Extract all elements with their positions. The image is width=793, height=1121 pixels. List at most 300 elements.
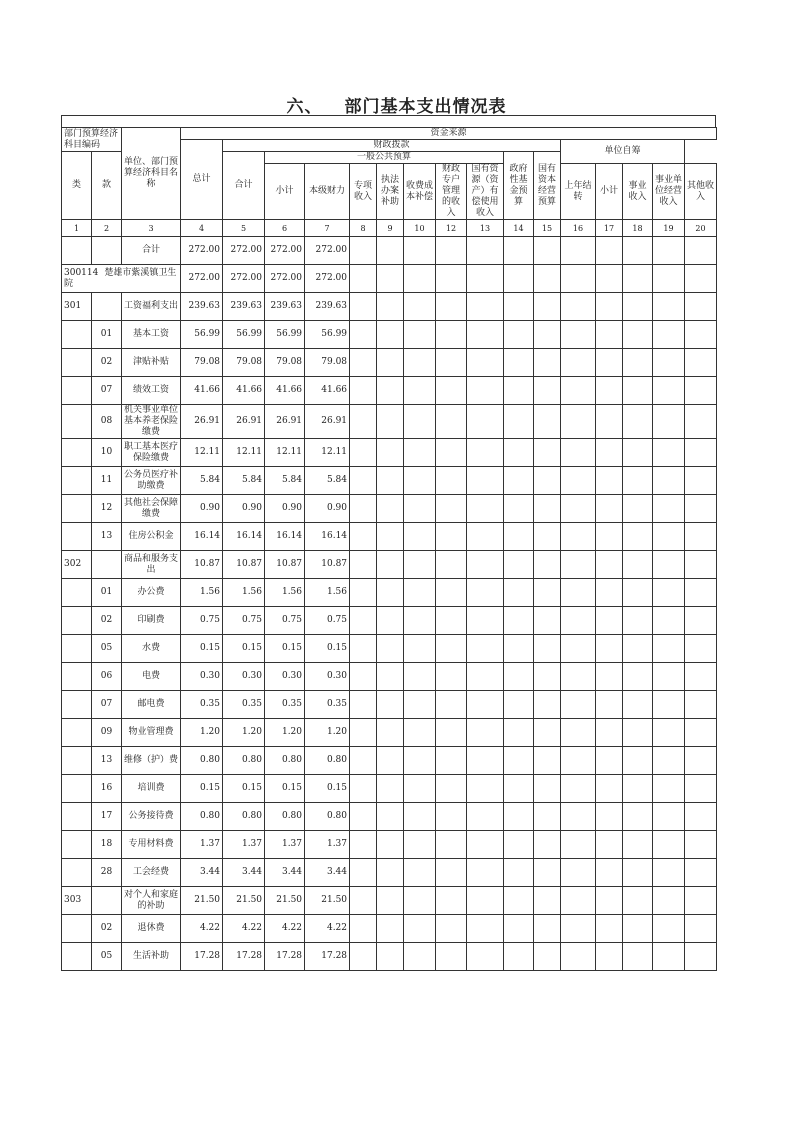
table-row: [62, 915, 717, 943]
column-index-cell: 3: [122, 220, 181, 237]
row-empty-cell: [404, 719, 436, 747]
row-empty-cell: [534, 775, 561, 803]
row-empty-cell: [350, 377, 377, 405]
row-empty-cell: [534, 859, 561, 887]
row-empty-cell: [596, 915, 623, 943]
row-empty-cell: [534, 915, 561, 943]
row-empty-cell: [404, 405, 436, 439]
row-empty-cell: [596, 579, 623, 607]
row-empty-cell: [350, 775, 377, 803]
title-text: 部门基本支出情况表: [344, 97, 507, 117]
row-empty-cell: [350, 831, 377, 859]
row-amount: 1.37: [265, 831, 305, 859]
row-amount: 272.00: [181, 265, 223, 293]
header-general-budget: 一般公共预算: [265, 152, 504, 164]
row-empty-cell: [623, 265, 653, 293]
row-empty-cell: [436, 607, 467, 635]
row-empty-cell: [623, 691, 653, 719]
row-empty-cell: [653, 349, 685, 377]
row-amount: 0.35: [305, 691, 350, 719]
row-amount: 0.90: [305, 495, 350, 523]
table-row: [62, 943, 717, 971]
row-empty-cell: [504, 579, 534, 607]
row-empty-cell: [350, 321, 377, 349]
row-empty-cell: [561, 915, 596, 943]
row-lei: [62, 579, 92, 607]
row-empty-cell: [377, 321, 404, 349]
row-empty-cell: [596, 691, 623, 719]
row-amount: 0.80: [181, 747, 223, 775]
row-empty-cell: [596, 775, 623, 803]
column-index-cell: 18: [623, 220, 653, 237]
row-amount: 10.87: [265, 551, 305, 579]
row-empty-cell: [467, 691, 504, 719]
row-lei: [62, 377, 92, 405]
row-empty-cell: [467, 775, 504, 803]
row-empty-cell: [350, 915, 377, 943]
row-empty-cell: [436, 495, 467, 523]
row-amount: 41.66: [223, 377, 265, 405]
row-empty-cell: [504, 915, 534, 943]
row-empty-cell: [350, 663, 377, 691]
table-row: [62, 349, 717, 377]
row-amount: 4.22: [305, 915, 350, 943]
row-empty-cell: [534, 321, 561, 349]
row-empty-cell: [504, 775, 534, 803]
row-name: 职工基本医疗保险缴费: [122, 439, 181, 467]
row-kuan: 28: [92, 859, 122, 887]
row-empty-cell: [653, 607, 685, 635]
row-empty-cell: [534, 467, 561, 495]
row-empty-cell: [436, 377, 467, 405]
header-zhengfu-jijin: 政府性基金预算: [504, 152, 534, 220]
row-empty-cell: [561, 293, 596, 321]
row-amount: 239.63: [223, 293, 265, 321]
row-amount: 0.30: [265, 663, 305, 691]
row-amount: 3.44: [305, 859, 350, 887]
column-index-cell: 20: [685, 220, 717, 237]
row-empty-cell: [561, 467, 596, 495]
row-amount: 26.91: [265, 405, 305, 439]
row-empty-cell: [534, 607, 561, 635]
row-empty-cell: [534, 635, 561, 663]
page-title: [0, 92, 793, 117]
row-empty-cell: [685, 495, 717, 523]
row-name: 水费: [122, 635, 181, 663]
row-empty-cell: [561, 579, 596, 607]
row-empty-cell: [653, 495, 685, 523]
column-index-cell: 15: [534, 220, 561, 237]
row-kuan: 09: [92, 719, 122, 747]
row-empty-cell: [653, 943, 685, 971]
header-self-xiaoji: 小计: [596, 164, 623, 220]
row-empty-cell: [377, 803, 404, 831]
row-empty-cell: [504, 377, 534, 405]
row-amount: 272.00: [265, 237, 305, 265]
row-empty-cell: [623, 293, 653, 321]
row-amount: 17.28: [305, 943, 350, 971]
row-empty-cell: [467, 915, 504, 943]
row-empty-cell: [653, 265, 685, 293]
column-index-cell: 17: [596, 220, 623, 237]
row-empty-cell: [467, 579, 504, 607]
row-empty-cell: [623, 349, 653, 377]
row-amount: 239.63: [265, 293, 305, 321]
row-unit-cell: [62, 265, 181, 293]
row-empty-cell: [534, 803, 561, 831]
column-index-cell: 1: [62, 220, 92, 237]
row-empty-cell: [436, 887, 467, 915]
row-empty-cell: [377, 467, 404, 495]
row-kuan: 07: [92, 691, 122, 719]
row-empty-cell: [350, 523, 377, 551]
header-heji: 合计: [223, 152, 265, 220]
row-empty-cell: [504, 635, 534, 663]
row-empty-cell: [653, 915, 685, 943]
row-empty-cell: [350, 607, 377, 635]
row-amount: 272.00: [223, 265, 265, 293]
row-amount: 0.80: [305, 803, 350, 831]
row-empty-cell: [685, 635, 717, 663]
row-empty-cell: [377, 775, 404, 803]
row-empty-cell: [596, 943, 623, 971]
row-empty-cell: [350, 719, 377, 747]
row-empty-cell: [377, 439, 404, 467]
row-amount: 79.08: [265, 349, 305, 377]
row-lei: [62, 691, 92, 719]
row-empty-cell: [534, 747, 561, 775]
row-amount: 10.87: [305, 551, 350, 579]
row-kuan: 02: [92, 349, 122, 377]
table-row: [62, 775, 717, 803]
row-name: 专用材料费: [122, 831, 181, 859]
row-lei: [62, 321, 92, 349]
row-amount: 1.56: [265, 579, 305, 607]
row-amount: 1.37: [181, 831, 223, 859]
row-empty-cell: [534, 831, 561, 859]
row-empty-cell: [404, 831, 436, 859]
row-empty-cell: [404, 635, 436, 663]
column-index-cell: 7: [305, 220, 350, 237]
row-empty-cell: [596, 607, 623, 635]
row-empty-cell: [377, 237, 404, 265]
table-body: [62, 237, 717, 971]
row-empty-cell: [623, 747, 653, 775]
row-empty-cell: [623, 607, 653, 635]
table-row: [62, 747, 717, 775]
row-empty-cell: [685, 377, 717, 405]
row-empty-cell: [653, 663, 685, 691]
row-amount: 56.99: [305, 321, 350, 349]
row-empty-cell: [596, 495, 623, 523]
row-empty-cell: [504, 495, 534, 523]
row-lei: 303: [62, 887, 92, 915]
header-kuan: 款: [92, 152, 122, 220]
row-amount: 16.14: [305, 523, 350, 551]
row-amount: 26.91: [181, 405, 223, 439]
row-amount: 0.15: [305, 775, 350, 803]
row-lei: [62, 831, 92, 859]
row-amount: 1.20: [305, 719, 350, 747]
row-name: 其他社会保障缴费: [122, 495, 181, 523]
row-empty-cell: [436, 803, 467, 831]
row-empty-cell: [685, 607, 717, 635]
row-amount: 79.08: [223, 349, 265, 377]
row-amount: 17.28: [181, 943, 223, 971]
row-empty-cell: [504, 607, 534, 635]
row-name: 邮电费: [122, 691, 181, 719]
row-empty-cell: [436, 265, 467, 293]
row-empty-cell: [404, 691, 436, 719]
row-amount: 1.37: [305, 831, 350, 859]
row-empty-cell: [350, 265, 377, 293]
row-empty-cell: [561, 635, 596, 663]
row-amount: 0.80: [265, 747, 305, 775]
column-index-cell: 16: [561, 220, 596, 237]
row-amount: 272.00: [305, 265, 350, 293]
row-empty-cell: [653, 467, 685, 495]
header-shoufei: 收费成本补偿: [404, 164, 436, 220]
row-lei: [62, 803, 92, 831]
row-amount: 272.00: [305, 237, 350, 265]
row-amount: 1.20: [181, 719, 223, 747]
row-empty-cell: [596, 551, 623, 579]
row-empty-cell: [561, 775, 596, 803]
row-amount: 239.63: [305, 293, 350, 321]
row-empty-cell: [504, 293, 534, 321]
row-amount: 26.91: [223, 405, 265, 439]
row-empty-cell: [623, 237, 653, 265]
row-empty-cell: [685, 439, 717, 467]
row-kuan: 06: [92, 663, 122, 691]
row-amount: 21.50: [265, 887, 305, 915]
row-amount: 12.11: [265, 439, 305, 467]
table-row: [62, 467, 717, 495]
row-empty-cell: [653, 551, 685, 579]
row-lei: 302: [62, 551, 92, 579]
row-empty-cell: [404, 663, 436, 691]
row-empty-cell: [467, 887, 504, 915]
row-empty-cell: [623, 803, 653, 831]
row-empty-cell: [596, 349, 623, 377]
row-empty-cell: [467, 803, 504, 831]
row-empty-cell: [623, 887, 653, 915]
row-kuan: 17: [92, 803, 122, 831]
row-amount: 1.20: [223, 719, 265, 747]
row-amount: 3.44: [223, 859, 265, 887]
row-name: 工会经费: [122, 859, 181, 887]
row-empty-cell: [653, 321, 685, 349]
column-index-cell: 13: [467, 220, 504, 237]
row-empty-cell: [685, 321, 717, 349]
row-empty-cell: [596, 803, 623, 831]
row-name: 楚雄市紫溪镇卫生院: [64, 267, 177, 289]
row-name: 公务员医疗补助缴费: [122, 467, 181, 495]
row-empty-cell: [685, 523, 717, 551]
row-empty-cell: [685, 915, 717, 943]
row-empty-cell: [534, 523, 561, 551]
header-zhuanxiang: 专项收入: [350, 164, 377, 220]
table-top-bar: [61, 115, 716, 127]
row-empty-cell: [685, 887, 717, 915]
row-empty-cell: [504, 551, 534, 579]
row-kuan: 18: [92, 831, 122, 859]
column-index-cell: 10: [404, 220, 436, 237]
row-empty-cell: [404, 943, 436, 971]
table-row: [62, 579, 717, 607]
row-empty-cell: [596, 321, 623, 349]
header-zhuanhu: 财政专户管理的收入: [436, 164, 467, 220]
row-amount: 4.22: [223, 915, 265, 943]
row-lei: [62, 237, 92, 265]
row-amount: 0.80: [223, 803, 265, 831]
row-amount: 0.30: [181, 663, 223, 691]
column-index-row: [62, 220, 717, 237]
row-kuan: 08: [92, 405, 122, 439]
row-empty-cell: [467, 859, 504, 887]
row-name: 基本工资: [122, 321, 181, 349]
row-empty-cell: [404, 915, 436, 943]
row-empty-cell: [467, 293, 504, 321]
row-empty-cell: [436, 467, 467, 495]
row-empty-cell: [436, 691, 467, 719]
row-empty-cell: [685, 831, 717, 859]
table-row: [62, 551, 717, 579]
row-amount: 4.22: [181, 915, 223, 943]
row-amount: 1.56: [181, 579, 223, 607]
row-amount: 0.15: [265, 775, 305, 803]
row-empty-cell: [623, 831, 653, 859]
row-empty-cell: [623, 859, 653, 887]
row-empty-cell: [350, 237, 377, 265]
row-empty-cell: [377, 943, 404, 971]
row-name: 印刷费: [122, 607, 181, 635]
row-kuan: 01: [92, 579, 122, 607]
row-amount: 0.15: [265, 635, 305, 663]
title-number: 六、: [286, 97, 323, 117]
row-empty-cell: [561, 495, 596, 523]
header-guoyou-zichan: 国有资源（资产）有偿使用收入: [467, 164, 504, 220]
header-shangnian: 上年结转: [561, 164, 596, 220]
row-amount: 79.08: [181, 349, 223, 377]
row-empty-cell: [653, 523, 685, 551]
row-amount: 16.14: [181, 523, 223, 551]
row-empty-cell: [377, 887, 404, 915]
row-empty-cell: [377, 635, 404, 663]
row-amount: 4.22: [265, 915, 305, 943]
row-empty-cell: [561, 551, 596, 579]
row-empty-cell: [436, 859, 467, 887]
row-empty-cell: [377, 377, 404, 405]
header-name-col: 单位、部门预算经济科目名称: [122, 128, 181, 220]
row-empty-cell: [404, 775, 436, 803]
row-amount: 3.44: [181, 859, 223, 887]
row-empty-cell: [623, 775, 653, 803]
row-amount: 0.90: [265, 495, 305, 523]
row-name: 培训费: [122, 775, 181, 803]
row-empty-cell: [534, 887, 561, 915]
row-empty-cell: [350, 691, 377, 719]
column-index-cell: 8: [350, 220, 377, 237]
row-amount: 0.15: [181, 775, 223, 803]
row-empty-cell: [504, 663, 534, 691]
row-empty-cell: [467, 719, 504, 747]
row-lei: [62, 495, 92, 523]
row-empty-cell: [504, 439, 534, 467]
row-empty-cell: [561, 663, 596, 691]
header-shiye: 事业收入: [623, 164, 653, 220]
row-empty-cell: [504, 719, 534, 747]
row-empty-cell: [504, 747, 534, 775]
row-empty-cell: [377, 915, 404, 943]
table-row: [62, 523, 717, 551]
row-amount: 41.66: [305, 377, 350, 405]
row-empty-cell: [350, 495, 377, 523]
row-empty-cell: [504, 859, 534, 887]
row-empty-cell: [504, 831, 534, 859]
row-empty-cell: [561, 803, 596, 831]
row-empty-cell: [623, 495, 653, 523]
row-empty-cell: [350, 439, 377, 467]
row-empty-cell: [436, 719, 467, 747]
row-empty-cell: [534, 663, 561, 691]
row-empty-cell: [685, 265, 717, 293]
expenditure-table: [61, 127, 717, 971]
row-empty-cell: [596, 293, 623, 321]
row-empty-cell: [350, 349, 377, 377]
column-index-cell: 19: [653, 220, 685, 237]
row-empty-cell: [377, 551, 404, 579]
header-qita: 其他收入: [685, 164, 717, 220]
row-empty-cell: [623, 635, 653, 663]
row-empty-cell: [653, 579, 685, 607]
row-name: 商品和服务支出: [122, 551, 181, 579]
row-empty-cell: [436, 663, 467, 691]
row-amount: 0.80: [223, 747, 265, 775]
header-unit-self: 单位自筹: [561, 140, 685, 164]
header-lei: 类: [62, 152, 92, 220]
row-amount: 3.44: [265, 859, 305, 887]
row-amount: 1.56: [305, 579, 350, 607]
row-empty-cell: [623, 405, 653, 439]
row-amount: 21.50: [223, 887, 265, 915]
row-empty-cell: [467, 635, 504, 663]
row-amount: 5.84: [181, 467, 223, 495]
row-empty-cell: [534, 405, 561, 439]
row-empty-cell: [377, 265, 404, 293]
row-lei: [62, 467, 92, 495]
row-empty-cell: [504, 265, 534, 293]
row-empty-cell: [377, 495, 404, 523]
row-empty-cell: [685, 859, 717, 887]
row-empty-cell: [653, 775, 685, 803]
row-empty-cell: [653, 803, 685, 831]
row-empty-cell: [623, 321, 653, 349]
table-row: [62, 377, 717, 405]
row-lei: [62, 635, 92, 663]
header-total: 总计: [181, 140, 223, 220]
row-empty-cell: [623, 439, 653, 467]
row-empty-cell: [350, 887, 377, 915]
row-amount: 272.00: [223, 237, 265, 265]
row-empty-cell: [467, 551, 504, 579]
table-row: [62, 887, 717, 915]
row-amount: 17.28: [265, 943, 305, 971]
row-amount: 0.90: [181, 495, 223, 523]
row-empty-cell: [467, 607, 504, 635]
row-empty-cell: [504, 321, 534, 349]
row-empty-cell: [596, 467, 623, 495]
